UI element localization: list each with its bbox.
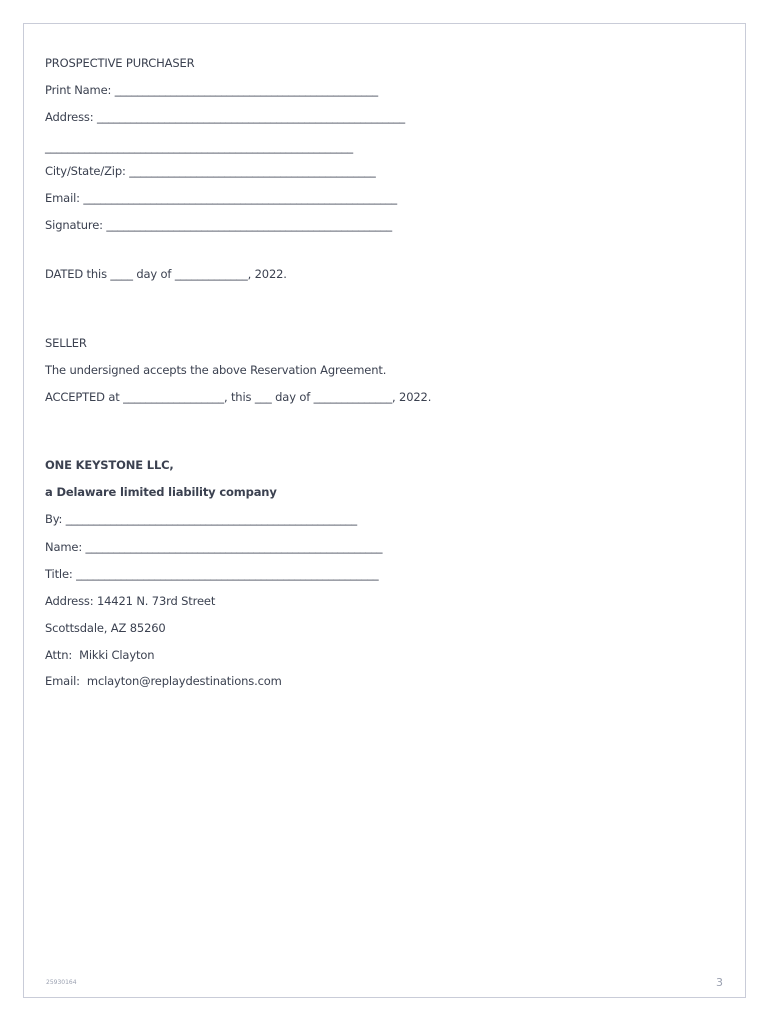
footer-doc-id: 25930164	[46, 979, 77, 986]
dated-line: DATED this ____ day of _____________, 2022.	[45, 267, 287, 281]
company-attn: Attn: Mikki Clayton	[45, 648, 155, 662]
page-number: 3	[716, 976, 723, 989]
company-descriptor: a Delaware limited liability company	[45, 485, 277, 499]
print-name-line: Print Name: _______________________________________________	[45, 83, 378, 97]
name-line: Name: _____________________________________________________	[45, 540, 383, 554]
address-line: Address: _______________________________________________________	[45, 110, 405, 124]
signature-line: Signature: ___________________________________________________	[45, 218, 392, 232]
address-line-2: _______________________________________________________	[45, 140, 354, 154]
company-email: Email: mclayton@replaydestinations.com	[45, 674, 282, 688]
by-line: By: ____________________________________________________	[45, 512, 357, 526]
seller-heading: SELLER	[45, 336, 87, 350]
accepted-at-line: ACCEPTED at __________________, this ___ day of ______________, 2022.	[45, 390, 432, 404]
email-line: Email: ________________________________________________________	[45, 191, 397, 205]
city-state-zip-line: City/State/Zip: ____________________________________________	[45, 164, 376, 178]
purchaser-heading: PROSPECTIVE PURCHASER	[45, 56, 195, 70]
company-city: Scottsdale, AZ 85260	[45, 621, 166, 635]
seller-accepts-text: The undersigned accepts the above Reservation Agreement.	[45, 363, 387, 377]
title-line: Title: ______________________________________________________	[45, 567, 379, 581]
company-name: ONE KEYSTONE LLC,	[45, 458, 174, 472]
company-address: Address: 14421 N. 73rd Street	[45, 594, 216, 608]
